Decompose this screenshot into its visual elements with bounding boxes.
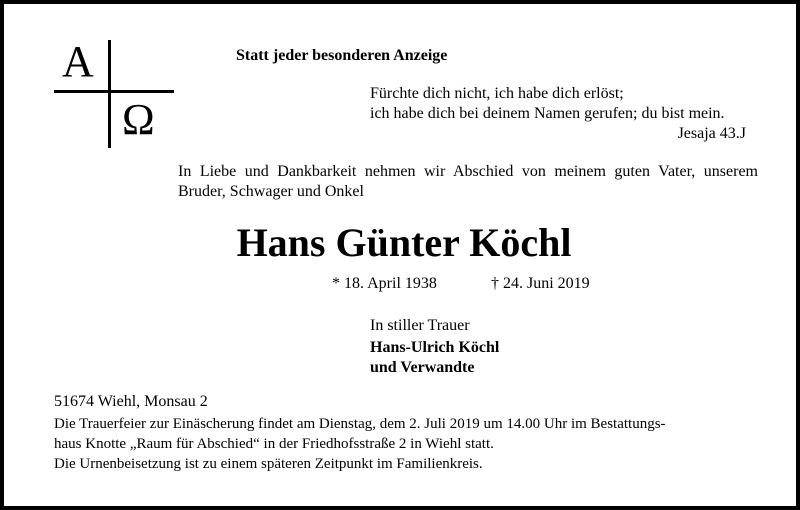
verse-line-2: ich habe dich bei deinem Namen gerufen; du bist mein. bbox=[370, 105, 725, 122]
birth-date: * 18. April 1938 bbox=[332, 275, 437, 292]
cross-vertical-bar bbox=[108, 40, 111, 148]
address: 51674 Wiehl, Monsau 2 bbox=[54, 393, 208, 410]
ceremony-line-3: Die Urnenbeisetzung ist zu einem späteren Zeitpunkt im Familienkreis. bbox=[54, 456, 483, 472]
verse-line-1: Fürchte dich nicht, ich habe dich erlöst; bbox=[370, 85, 624, 102]
deceased-name: Hans Günter Köchl bbox=[236, 220, 572, 265]
omega-glyph: Ω bbox=[122, 95, 155, 144]
ceremony-text bbox=[54, 414, 774, 474]
ceremony-line-2: haus Knotte „Raum für Abschied“ in der Friedhofsstraße 2 in Wiehl statt. bbox=[54, 436, 494, 452]
death-date: † 24. Juni 2019 bbox=[491, 275, 590, 292]
intro-text: In Liebe und Dankbarkeit nehmen wir Abschied von meinem guten Vater, unserem Bruder, Schwager und Onkel bbox=[178, 163, 758, 200]
ceremony-line-1: Die Trauerfeier zur Einäscherung findet am Dienstag, dem 2. Juli 2019 um 14.00 Uhr im Bestattungs- bbox=[54, 416, 666, 432]
alpha-glyph: A bbox=[62, 37, 94, 86]
cross-horizontal-bar bbox=[54, 90, 174, 93]
verse-source: Jesaja 43.J bbox=[677, 125, 746, 142]
mourners-intro: In stiller Trauer bbox=[370, 317, 470, 334]
alpha-omega-cross-icon bbox=[54, 37, 174, 152]
mourner-relatives: und Verwandte bbox=[370, 359, 475, 376]
header-line: Statt jeder besonderen Anzeige bbox=[236, 47, 448, 64]
mourner-name: Hans-Ulrich Köchl bbox=[370, 339, 500, 356]
